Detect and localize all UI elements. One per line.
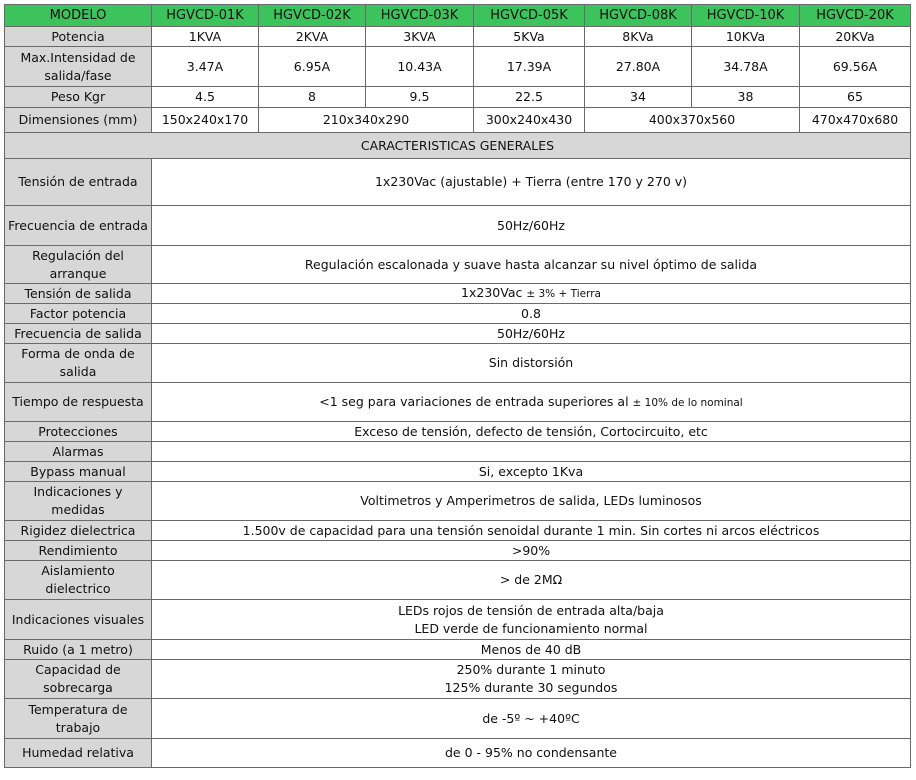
value-cell: Regulación escalonada y suave hasta alcanzar su nivel óptimo de salida xyxy=(152,246,911,284)
row-label: Protecciones xyxy=(5,422,152,442)
spec-row xyxy=(5,739,911,768)
section-title: CARACTERISTICAS GENERALES xyxy=(5,133,911,159)
row-label: Regulación del arranque xyxy=(5,246,152,284)
row-label: Tiempo de respuesta xyxy=(5,383,152,422)
spec-row xyxy=(5,206,911,246)
spec-row xyxy=(5,304,911,324)
model-cell: HGVCD-01K xyxy=(152,5,259,27)
model-cell: HGVCD-05K xyxy=(474,5,585,27)
spec-row xyxy=(5,442,911,462)
value-cell: de -5º ~ +40ºC xyxy=(152,699,911,739)
value-cell: 20KVa xyxy=(800,27,911,47)
spec-row xyxy=(5,159,911,206)
spec-row xyxy=(5,383,911,422)
spec-row xyxy=(5,660,911,699)
potencia-row xyxy=(5,27,911,47)
value-cell: 0.8 xyxy=(152,304,911,324)
value-cell: 22.5 xyxy=(474,87,585,108)
value-cell xyxy=(152,383,911,422)
value-cell xyxy=(152,660,911,699)
model-label: MODELO xyxy=(5,5,152,27)
spec-row xyxy=(5,284,911,304)
value-line: LED verde de funcionamiento normal xyxy=(414,620,648,636)
value-cell xyxy=(152,284,911,304)
model-cell: HGVCD-20K xyxy=(800,5,911,27)
value-cell: 1.500v de capacidad para una tensión senoidal durante 1 min. Sin cortes ni arcos eléctricos xyxy=(152,521,911,541)
intensidad-row xyxy=(5,47,911,87)
spec-row xyxy=(5,600,911,640)
value-cell: Exceso de tensión, defecto de tensión, Cortocircuito, etc xyxy=(152,422,911,442)
row-label: Frecuencia de entrada xyxy=(5,206,152,246)
value-cell: 9.5 xyxy=(366,87,474,108)
value-cell: Voltimetros y Amperimetros de salida, LEDs luminosos xyxy=(152,482,911,521)
value-cell: Si, excepto 1Kva xyxy=(152,462,911,482)
value-main: <1 seg para variaciones de entrada superiores al xyxy=(319,393,629,409)
spec-row xyxy=(5,324,911,344)
row-label: Forma de onda de salida xyxy=(5,344,152,383)
value-cell: 2KVA xyxy=(259,27,366,47)
value-cell: 17.39A xyxy=(474,47,585,87)
row-label: Peso Kgr xyxy=(5,87,152,108)
spec-row xyxy=(5,344,911,383)
value-cell: 3KVA xyxy=(366,27,474,47)
value-cell: 50Hz/60Hz xyxy=(152,324,911,344)
value-cell: 10.43A xyxy=(366,47,474,87)
value-cell: de 0 - 95% no condensante xyxy=(152,739,911,768)
row-label: Rendimiento xyxy=(5,541,152,561)
value-cell: 470x470x680 xyxy=(800,108,911,133)
value-cell xyxy=(152,442,911,462)
model-cell: HGVCD-03K xyxy=(366,5,474,27)
dimensiones-row xyxy=(5,108,911,133)
value-cell: 8KVa xyxy=(585,27,692,47)
value-cell: 3.47A xyxy=(152,47,259,87)
value-small: ± 10% de lo nominal xyxy=(632,396,743,409)
row-label: Factor potencia xyxy=(5,304,152,324)
value-line: 125% durante 30 segundos xyxy=(444,680,618,695)
value-cell: 6.95A xyxy=(259,47,366,87)
value-cell: 38 xyxy=(692,87,800,108)
peso-row xyxy=(5,87,911,108)
value-cell: 10KVa xyxy=(692,27,800,47)
value-cell: > de 2MΩ xyxy=(152,561,911,600)
value-cell: Sin distorsión xyxy=(152,344,911,383)
row-label: Indicaciones visuales xyxy=(5,600,152,640)
value-cell: 1x230Vac (ajustable) + Tierra (entre 170 y 270 v) xyxy=(152,159,911,206)
spec-row xyxy=(5,541,911,561)
value-cell: Menos de 40 dB xyxy=(152,640,911,660)
spec-row xyxy=(5,422,911,442)
value-cell: 5KVa xyxy=(474,27,585,47)
spec-row xyxy=(5,699,911,739)
row-label: Max.Intensidad de salida/fase xyxy=(5,47,152,87)
value-cell: 210x340x290 xyxy=(259,108,474,133)
row-label: Dimensiones (mm) xyxy=(5,108,152,133)
value-cell: 1KVA xyxy=(152,27,259,47)
spec-row xyxy=(5,482,911,521)
model-cell: HGVCD-08K xyxy=(585,5,692,27)
value-cell: 400x370x560 xyxy=(585,108,800,133)
row-label: Ruido (a 1 metro) xyxy=(5,640,152,660)
row-label: Capacidad de sobrecarga xyxy=(5,660,152,699)
value-cell: 34.78A xyxy=(692,47,800,87)
value-cell: 300x240x430 xyxy=(474,108,585,133)
spec-row xyxy=(5,561,911,600)
value-main: 1x230Vac xyxy=(461,285,523,300)
header-row xyxy=(5,5,911,27)
row-label: Tensión de salida xyxy=(5,284,152,304)
model-cell: HGVCD-10K xyxy=(692,5,800,27)
model-cell: HGVCD-02K xyxy=(259,5,366,27)
row-label: Bypass manual xyxy=(5,462,152,482)
row-label: Tensión de entrada xyxy=(5,159,152,206)
value-cell: 50Hz/60Hz xyxy=(152,206,911,246)
value-cell: 69.56A xyxy=(800,47,911,87)
value-cell: 8 xyxy=(259,87,366,108)
row-label: Aislamiento dielectrico xyxy=(5,561,152,600)
row-label: Alarmas xyxy=(5,442,152,462)
row-label: Potencia xyxy=(5,27,152,47)
value-cell: 4.5 xyxy=(152,87,259,108)
spec-row xyxy=(5,640,911,660)
row-label: Temperatura de trabajo xyxy=(5,699,152,739)
value-small: ± 3% + Tierra xyxy=(526,288,601,300)
value-cell: 65 xyxy=(800,87,911,108)
row-label: Rigidez dielectrica xyxy=(5,521,152,541)
value-cell xyxy=(152,600,911,640)
spec-row xyxy=(5,462,911,482)
value-cell: 27.80A xyxy=(585,47,692,87)
row-label: Humedad relativa xyxy=(5,739,152,768)
value-cell: 34 xyxy=(585,87,692,108)
spec-row xyxy=(5,521,911,541)
value-cell: >90% xyxy=(152,541,911,561)
value-line: LEDs rojos de tensión de entrada alta/baja xyxy=(398,602,664,618)
section-row xyxy=(5,133,911,159)
row-label: Indicaciones y medidas xyxy=(5,482,152,521)
value-cell: 150x240x170 xyxy=(152,108,259,133)
spec-table xyxy=(4,4,911,768)
value-line: 250% durante 1 minuto xyxy=(456,662,606,677)
row-label: Frecuencia de salida xyxy=(5,324,152,344)
spec-row xyxy=(5,246,911,284)
